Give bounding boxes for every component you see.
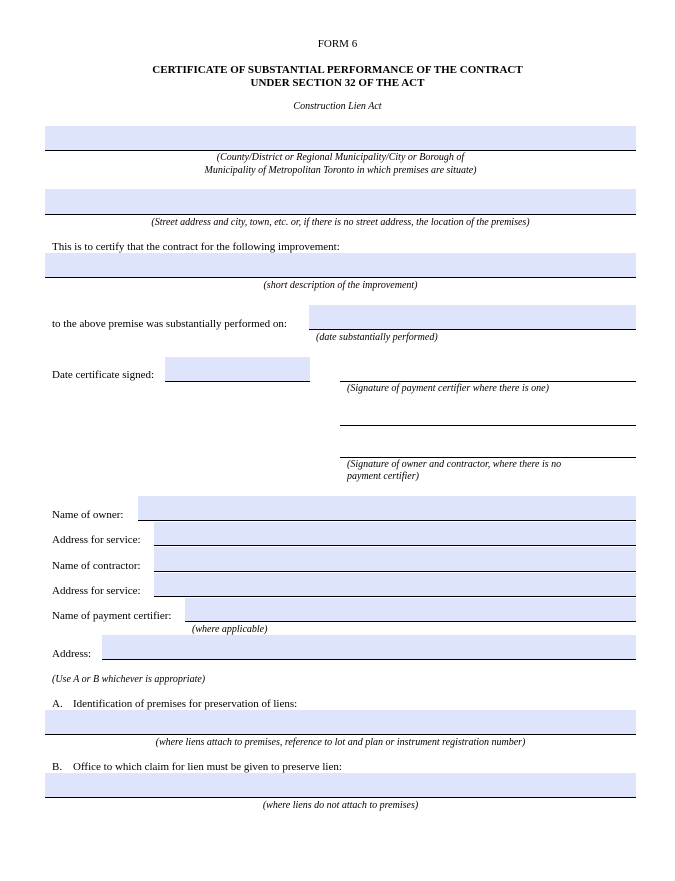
contractor-name-label: Name of contractor: — [52, 560, 141, 572]
option-a-letter: A. — [52, 698, 63, 710]
municipality-caption-line2: Municipality of Metropolitan Toronto in which premises are situate) — [204, 165, 477, 176]
option-a-label: Identification of premises for preservation of liens: — [73, 698, 298, 710]
separator-line — [340, 425, 636, 426]
improvement-caption: (short description of the improvement) — [263, 280, 418, 291]
option-b-caption: (where liens do not attach to premises) — [262, 800, 419, 811]
payment-certifier-signature-caption: (Signature of payment certifier where there is one) — [347, 383, 549, 394]
improvement-intro: This is to certify that the contract for the following improvement: — [52, 241, 340, 253]
form-title-line1: CERTIFICATE OF SUBSTANTIAL PERFORMANCE OF THE CONTRACT — [152, 64, 523, 76]
contractor-address-field[interactable] — [154, 573, 636, 597]
payment-certifier-signature-line[interactable] — [340, 381, 636, 382]
option-a-caption: (where liens attach to premises, reference to lot and plan or instrument registration number) — [155, 737, 526, 748]
street-address-field[interactable] — [45, 189, 636, 215]
owner-address-field[interactable] — [154, 522, 636, 546]
contractor-name-field[interactable] — [154, 547, 636, 572]
payment-certifier-caption: (where applicable) — [192, 624, 268, 635]
date-performed-field[interactable] — [309, 305, 636, 330]
owner-contractor-signature-caption-line1: (Signature of owner and contractor, where there is no — [347, 459, 562, 470]
owner-address-label: Address for service: — [52, 534, 141, 546]
act-name: Construction Lien Act — [293, 101, 382, 112]
contractor-address-label: Address for service: — [52, 585, 141, 597]
owner-contractor-signature-caption-line2: payment certifier) — [347, 471, 419, 482]
owner-contractor-signature-line[interactable] — [340, 457, 636, 458]
date-signed-field[interactable] — [165, 357, 310, 382]
street-address-caption: (Street address and city, town, etc. or, if there is no street address, the location of the premises) — [151, 217, 530, 228]
option-a-field[interactable] — [45, 710, 636, 735]
performance-label: to the above premise was substantially performed on: — [52, 318, 287, 330]
address-field[interactable] — [102, 635, 636, 660]
date-signed-label: Date certificate signed: — [52, 369, 155, 381]
municipality-caption-line1: (County/District or Regional Municipality/City or Borough of — [216, 152, 465, 163]
payment-certifier-field[interactable] — [185, 598, 636, 622]
option-b-field[interactable] — [45, 773, 636, 798]
address-label: Address: — [52, 648, 92, 660]
date-performed-caption: (date substantially performed) — [316, 332, 438, 343]
options-instruction: (Use A or B whichever is appropriate) — [52, 674, 206, 685]
owner-name-label: Name of owner: — [52, 509, 124, 521]
payment-certifier-label: Name of payment certifier: — [52, 610, 172, 622]
form-title-line2: UNDER SECTION 32 OF THE ACT — [250, 77, 425, 89]
municipality-field[interactable] — [45, 126, 636, 151]
owner-name-field[interactable] — [138, 496, 636, 521]
option-b-label: Office to which claim for lien must be given to preserve lien: — [73, 761, 342, 773]
improvement-field[interactable] — [45, 253, 636, 278]
option-b-letter: B. — [52, 761, 63, 773]
form-number: FORM 6 — [317, 38, 358, 50]
